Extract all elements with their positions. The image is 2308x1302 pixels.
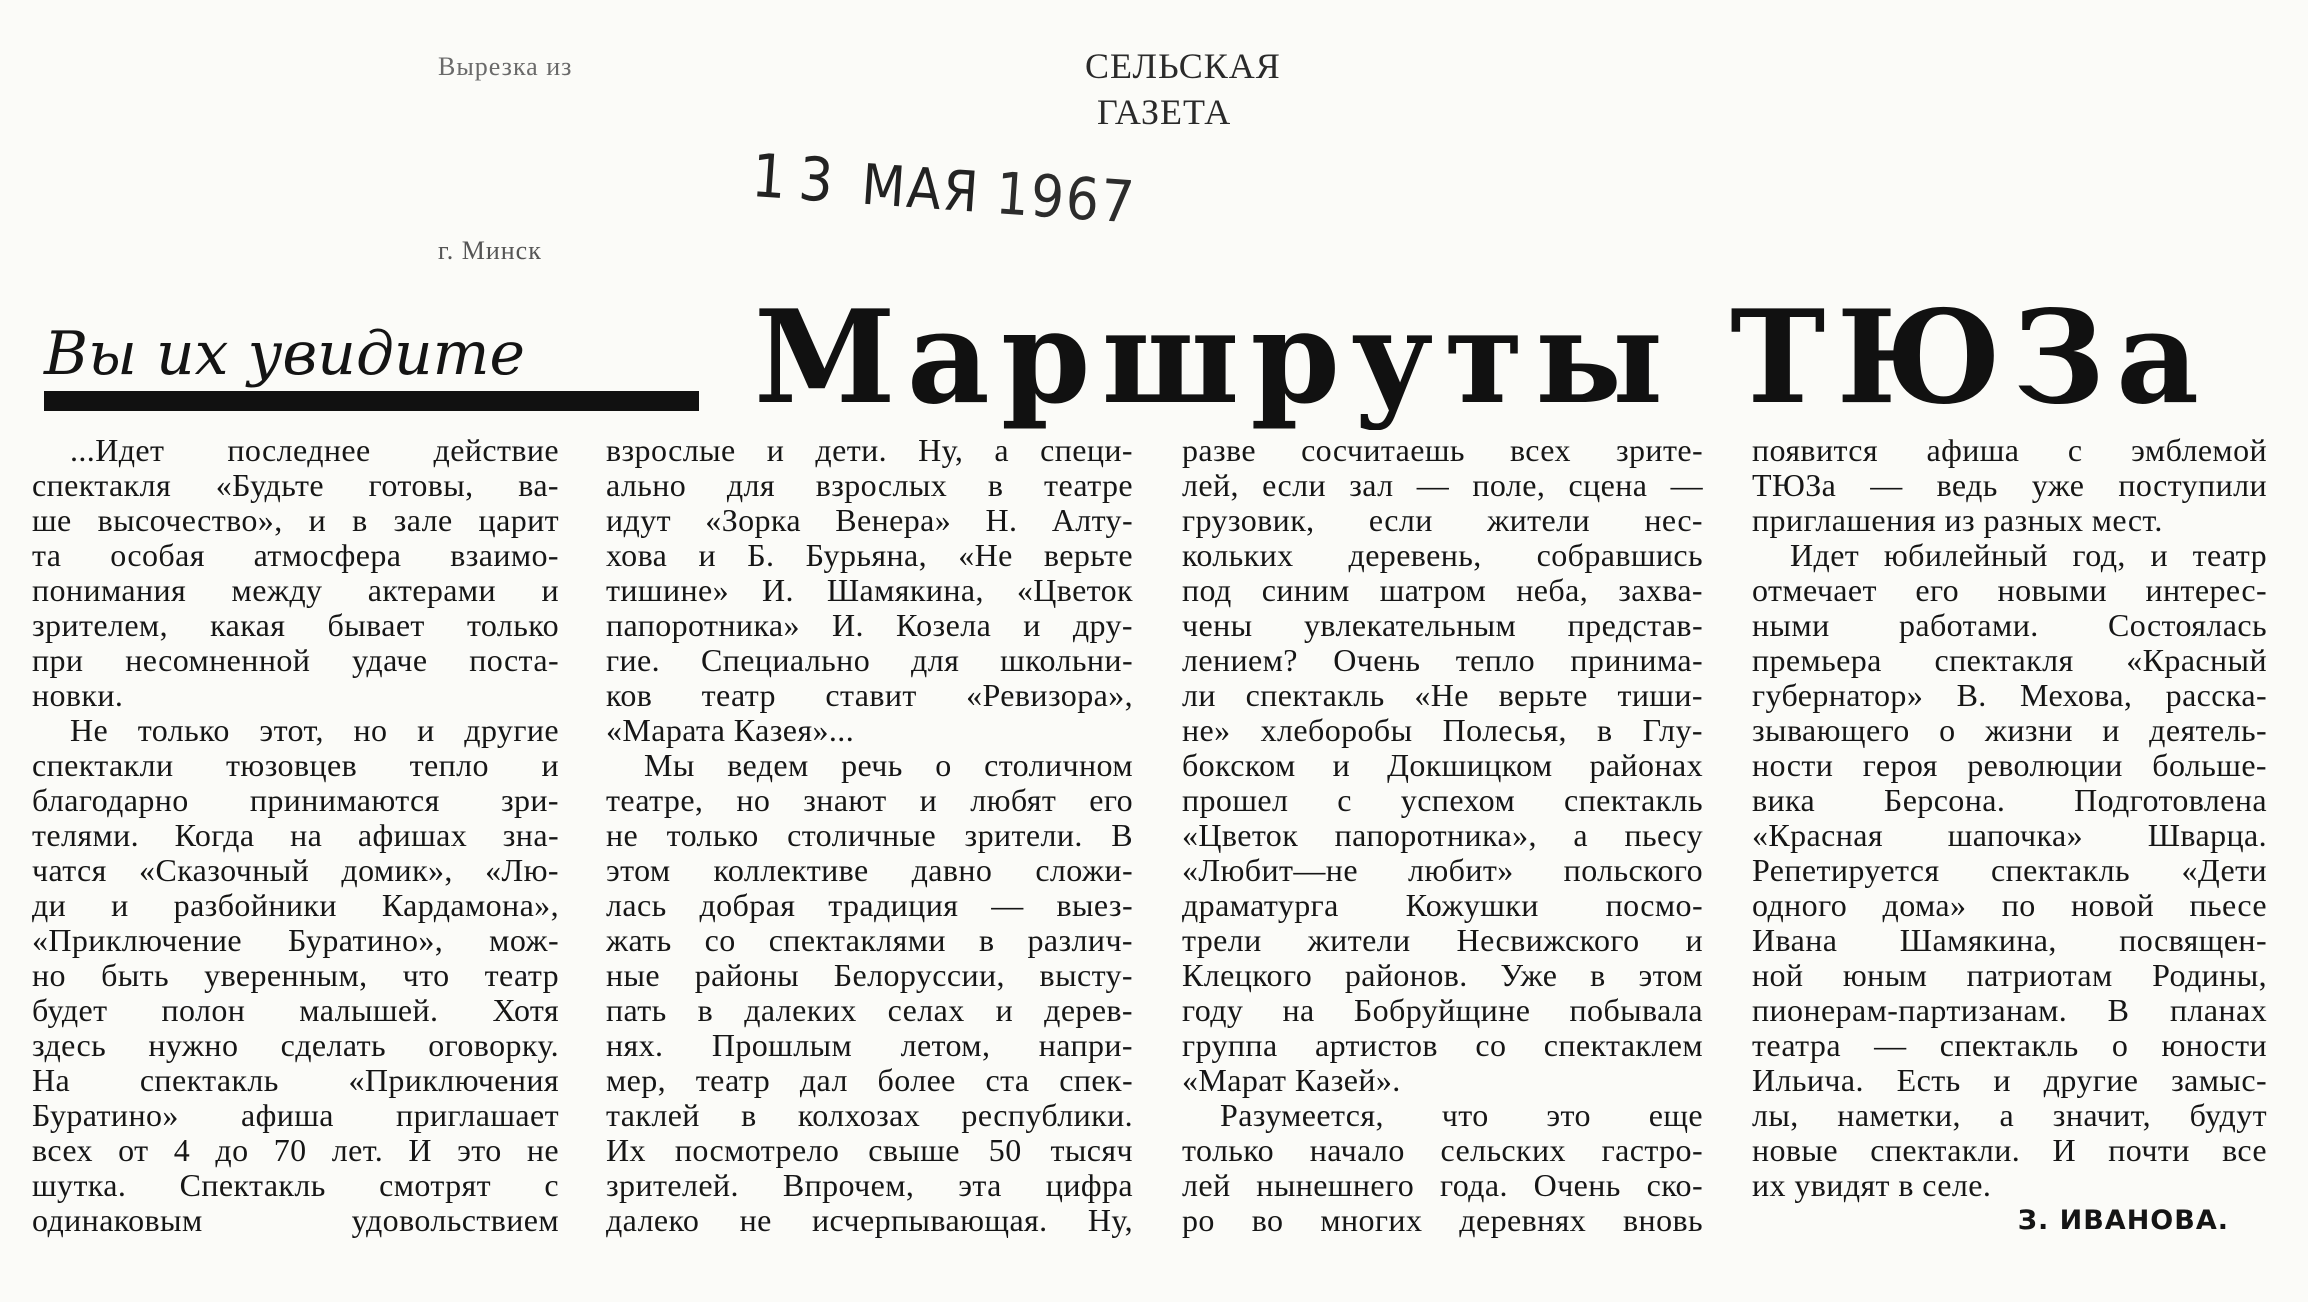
- text-line: но быть уверенным, что театр: [32, 958, 559, 993]
- headline: [748, 290, 2218, 430]
- article-column-2: [606, 433, 1133, 1238]
- text-line: одинаковым удовольствием: [32, 1203, 559, 1238]
- text-line: трели жители Несвижского и: [1182, 923, 1703, 958]
- text-line: отмечает его новыми интерес-: [1752, 573, 2267, 608]
- text-line: новые спектакли. И почти все: [1752, 1133, 2267, 1168]
- text-line: новки.: [32, 678, 124, 713]
- text-line: Их посмотрело свыше 50 тысяч: [606, 1133, 1133, 1168]
- article-column-1: [32, 433, 559, 1238]
- newspaper-name-line-1: СЕЛЬСКАЯ: [1085, 46, 1281, 86]
- author-signature: З. ИВАНОВА.: [2017, 1205, 2229, 1236]
- text-line: лей, если зал — поле, сцена —: [1182, 468, 1703, 503]
- date-stamp-year: 1967: [993, 159, 1139, 237]
- text-line: премьера спектакля «Красный: [1752, 643, 2267, 678]
- text-line: ными работами. Состоялась: [1752, 608, 2267, 643]
- text-line: ТЮЗа — ведь уже поступили: [1752, 468, 2267, 503]
- text-line: Не только этот, но и другие: [70, 713, 559, 748]
- text-line: зрителей. Впрочем, эта цифра: [606, 1168, 1133, 1203]
- text-line: зрителем, какая бывает только: [32, 608, 559, 643]
- text-line: зывающего о жизни и деятель-: [1752, 713, 2267, 748]
- text-line: пионерам-партизанам. В планах: [1752, 993, 2267, 1028]
- paragraph: [32, 713, 559, 1238]
- text-line: Мы ведем речь о столичном: [644, 748, 1133, 783]
- text-line: Клецкого районов. Уже в этом: [1182, 958, 1703, 993]
- text-line: жать со спектаклями в различ-: [606, 923, 1133, 958]
- text-line: шутка. Спектакль смотрят с: [32, 1168, 559, 1203]
- text-line: пать в далеких селах и дерев-: [606, 993, 1133, 1028]
- text-line: лением? Очень тепло принима-: [1182, 643, 1703, 678]
- text-line: под синим шатром неба, захва-: [1182, 573, 1703, 608]
- text-line: ро во многих деревнях вновь: [1182, 1203, 1703, 1238]
- text-line: приглашения из разных мест.: [1752, 503, 2163, 538]
- text-line: лась добрая традиция — выез-: [606, 888, 1133, 923]
- text-line: далеко не исчерпывающая. Ну,: [606, 1203, 1133, 1238]
- text-line: Буратино» афиша приглашает: [32, 1098, 559, 1133]
- text-line: лы, наметки, а значит, будут: [1752, 1098, 2267, 1133]
- text-line: «Красная шапочка» Шварца.: [1752, 818, 2267, 853]
- text-line: «Марат Казей».: [1182, 1063, 1401, 1098]
- text-line: театре, но знают и любят его: [606, 783, 1133, 818]
- text-line: ше высочество», и в зале царит: [32, 503, 559, 538]
- text-line: ально для взрослых в театре: [606, 468, 1133, 503]
- paragraph: [606, 748, 1133, 1238]
- text-line: «Приключение Буратино», мож-: [32, 923, 559, 958]
- article-column-4: [1752, 433, 2267, 1238]
- paragraph: [1752, 433, 2267, 538]
- text-line: спектакли тюзовцев тепло и: [32, 748, 559, 783]
- paragraph: [1752, 538, 2267, 1203]
- text-line: этом коллективе давно сложи-: [606, 853, 1133, 888]
- text-line: взрослые и дети. Ну, а специ-: [606, 433, 1133, 468]
- headline-text: Маршруты ТЮЗа: [754, 290, 2199, 430]
- text-line: году на Бобруйщине побывала: [1182, 993, 1703, 1028]
- newspaper-name-line-2: ГАЗЕТА: [1097, 92, 1232, 132]
- text-line: прошел с успехом спектакль: [1182, 783, 1703, 818]
- text-line: благодарно принимаются зри-: [32, 783, 559, 818]
- paragraph: [1182, 1098, 1703, 1238]
- text-line: ные районы Белоруссии, высту-: [606, 958, 1133, 993]
- paragraph: [1182, 433, 1703, 1098]
- text-line: театра — спектакль о юности: [1752, 1028, 2267, 1063]
- text-line: спектакля «Будьте готовы, ва-: [32, 468, 559, 503]
- clipping-city: г. Минск: [438, 236, 542, 265]
- text-line: группа артистов со спектаклем: [1182, 1028, 1703, 1063]
- kicker-rule: [44, 391, 699, 411]
- text-line: здесь нужно сделать оговорку.: [32, 1028, 559, 1063]
- text-line: телями. Когда на афишах зна-: [32, 818, 559, 853]
- text-line: тишине» И. Шамякина, «Цветок: [606, 573, 1133, 608]
- text-line: будет полон малышей. Хотя: [32, 993, 559, 1028]
- paragraph: [32, 433, 559, 713]
- text-line: кольких деревень, собравшись: [1182, 538, 1703, 573]
- article-kicker: Вы их увидите: [44, 319, 526, 389]
- text-line: чатся «Сказочный домик», «Лю-: [32, 853, 559, 888]
- text-line: понимания между актерами и: [32, 573, 559, 608]
- text-line: ди и разбойники Кардамона»,: [32, 888, 559, 923]
- text-line: драматурга Кожушки посмо-: [1182, 888, 1703, 923]
- text-line: разве сосчитаешь всех зрите-: [1182, 433, 1703, 468]
- text-line: ности героя революции больше-: [1752, 748, 2267, 783]
- text-line: их увидят в селе.: [1752, 1168, 1992, 1203]
- text-line: та особая атмосфера взаимо-: [32, 538, 559, 573]
- clipping-label: Вырезка из: [438, 52, 573, 81]
- text-line: таклей в колхозах республики.: [606, 1098, 1133, 1133]
- text-line: нях. Прошлым летом, напри-: [606, 1028, 1133, 1063]
- text-line: Разумеется, что это еще: [1220, 1098, 1703, 1133]
- text-line: «Любит—не любит» польского: [1182, 853, 1703, 888]
- text-line: не только столичные зрители. В: [606, 818, 1133, 853]
- text-line: «Цветок папоротника», а пьесу: [1182, 818, 1703, 853]
- text-line: Ильича. Есть и другие замыс-: [1752, 1063, 2267, 1098]
- text-line: идут «Зорка Венера» Н. Алту-: [606, 503, 1133, 538]
- text-line: грузовик, если жители нес-: [1182, 503, 1703, 538]
- text-line: появится афиша с эмблемой: [1752, 433, 2267, 468]
- text-line: вика Берсона. Подготовлена: [1752, 783, 2267, 818]
- text-line: ли спектакль «Не верьте тиши-: [1182, 678, 1703, 713]
- date-stamp: [749, 141, 1139, 237]
- paragraph: [606, 433, 1133, 748]
- text-line: хова и Б. Бурьяна, «Не верьте: [606, 538, 1133, 573]
- article-column-3: [1182, 433, 1703, 1238]
- date-stamp-day: 13: [749, 141, 849, 218]
- text-line: ков театр ставит «Ревизора»,: [606, 678, 1133, 713]
- text-line: при несомненной удаче поста-: [32, 643, 559, 678]
- date-stamp-month: МАЯ: [859, 152, 983, 226]
- text-line: На спектакль «Приключения: [32, 1063, 559, 1098]
- text-line: губернатор» В. Мехова, расска-: [1752, 678, 2267, 713]
- text-line: Ивана Шамякина, посвящен-: [1752, 923, 2267, 958]
- text-line: только начало сельских гастро-: [1182, 1133, 1703, 1168]
- text-line: мер, театр дал более ста спек-: [606, 1063, 1133, 1098]
- text-line: всех от 4 до 70 лет. И это не: [32, 1133, 559, 1168]
- text-line: чены увлекательным представ-: [1182, 608, 1703, 643]
- text-line: «Марата Казея»...: [606, 713, 855, 748]
- text-line: бокском и Докшицком районах: [1182, 748, 1703, 783]
- text-line: Идет юбилейный год, и театр: [1790, 538, 2267, 573]
- text-line: ...Идет последнее действие: [70, 433, 559, 468]
- text-line: ной юным патриотам Родины,: [1752, 958, 2267, 993]
- text-line: Репетируется спектакль «Дети: [1752, 853, 2267, 888]
- text-line: гие. Специально для школьни-: [606, 643, 1133, 678]
- text-line: одного дома» по новой пьесе: [1752, 888, 2267, 923]
- text-line: лей нынешнего года. Очень ско-: [1182, 1168, 1703, 1203]
- text-line: папоротника» И. Козела и дру-: [606, 608, 1133, 643]
- text-line: не» хлеборобы Полесья, в Глу-: [1182, 713, 1703, 748]
